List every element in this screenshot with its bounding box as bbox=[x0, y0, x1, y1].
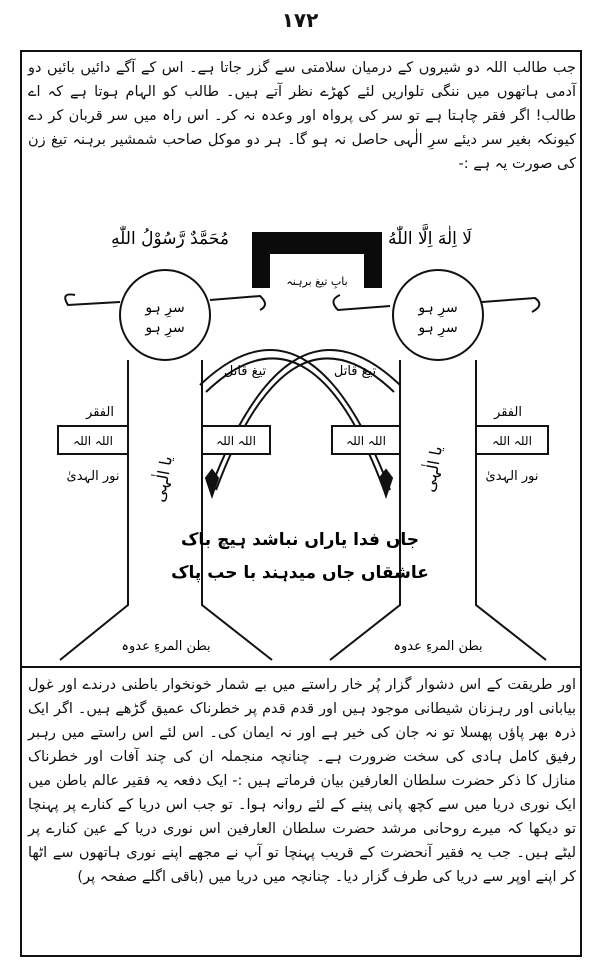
right-al-faqr: الفقر bbox=[494, 405, 522, 420]
right-circle-text: سرِ ہو bbox=[418, 300, 458, 316]
bottom-paragraph: اور طریقت کے اس دشوار گزار پُر خار راستے میں بے شمار خونخوار باطنی درندے اور غول بیابانی اور رہزنان شیطانی موجود ہیں اور قدم قدم پر خطرناک عمیق گڑھے ہیں۔ اگر ایک ذرہ بھر پاؤں پھسلا تو نہ جان کی خیر ہے اور نہ ایمان کی۔ اس لئے اس راستے میں رہبر رفیق کامل ہادی کی سخت ضرورت ہے۔ چنانچہ منجملہ ان کی چند آفات اور خطرناک منازل کا ذکر حضرت سلطان العارفین بیان فرماتے ہیں :- ایک دفعہ یہ فقیر عالم باطن میں ایک نوری دریا میں سے کچھ پانی پینے کے لئے روانہ ہوا۔ تو جب اس دریا کے کنارے پر پہنچا تو دیکھا کہ میرے روحانی مرشد حضرت سلطان العارفین اس نوری دریا کے عین کنارے پر لیٹے ہیں۔ جب یہ فقیر آنحضرت کے قریب پہنچا تو آپ نے مجھے اپنے نوری ہاتھوں سے اٹھا کر اپنے اوپر سے دریا کی طرف گزار دیا۔ چنانچہ میں دریا میں (باقی اگلے صفحہ پر) bbox=[28, 677, 576, 885]
kalima-right: لَا اِلٰهَ اِلَّا اللّٰهُ bbox=[388, 229, 472, 249]
left-base-text: بطن المرءِ عدوہ bbox=[121, 639, 211, 654]
top-paragraph: جب طالب اللہ دو شیروں کے درمیان سلامتی سے گزر جاتا ہے۔ اس کے آگے دائیں بائیں دو آدمی ہاتھوں میں ننگی تلواریں لئے کھڑے نظر آتے ہیں۔ طالب کو الہام ہوتا ہے کہ اے طالب! اگر فقر چاہتا ہے تو سر کی پرواہ اور وعدہ نہ کر۔ اس راہ میں سر قربان کر دے کیونکہ بغیر سر دیئے سرِ الٰہی حاصل نہ ہو گا۔ ہر دو موکل صاحب شمشیر برہنہ تیغ زن کی صورت یہ ہے :- bbox=[28, 60, 576, 172]
kalima-left: مُحَمَّدٌ رَّسُوْلُ اللّٰهِ bbox=[111, 229, 229, 249]
left-allah-box: اللہ اللہ bbox=[73, 434, 113, 448]
right-circle-text-2: سرِ ہو bbox=[418, 320, 458, 336]
right-allah-box: اللہ اللہ bbox=[492, 434, 532, 448]
left-noor-ul-huda: نور الہدیٰ bbox=[66, 469, 120, 484]
verse-line-2: عاشقاں جاں میدہند با حب پاک bbox=[171, 563, 429, 583]
left-circle-text-2: سرِ ہو bbox=[145, 320, 185, 336]
left-pillar-script: یا الٰہی bbox=[149, 454, 176, 504]
section-divider bbox=[20, 666, 582, 668]
left-sword-label: تیغ قاتل bbox=[223, 364, 267, 379]
right-pillar-script: یا الٰہی bbox=[419, 444, 446, 494]
left-al-faqr: الفقر bbox=[86, 405, 114, 420]
sword-gate bbox=[252, 232, 382, 289]
right-sword-label: تیغ قاتل bbox=[333, 364, 377, 379]
right-base-text: بطن المرءِ عدوہ bbox=[393, 639, 483, 654]
verse-line-1: جاں فدا یاراں نباشد ہیچ باک bbox=[181, 530, 419, 550]
inner-right-allah-box: اللہ اللہ bbox=[346, 434, 386, 448]
page-number: ۱۷۲ bbox=[281, 8, 319, 32]
inner-left-allah-box: اللہ اللہ bbox=[216, 434, 256, 448]
left-circle-text: سرِ ہو bbox=[145, 300, 185, 316]
right-noor-ul-huda: نور الہدیٰ bbox=[485, 469, 539, 484]
diagram bbox=[20, 210, 582, 666]
gate-label: بابِ تیغ برہنہ bbox=[286, 275, 348, 288]
